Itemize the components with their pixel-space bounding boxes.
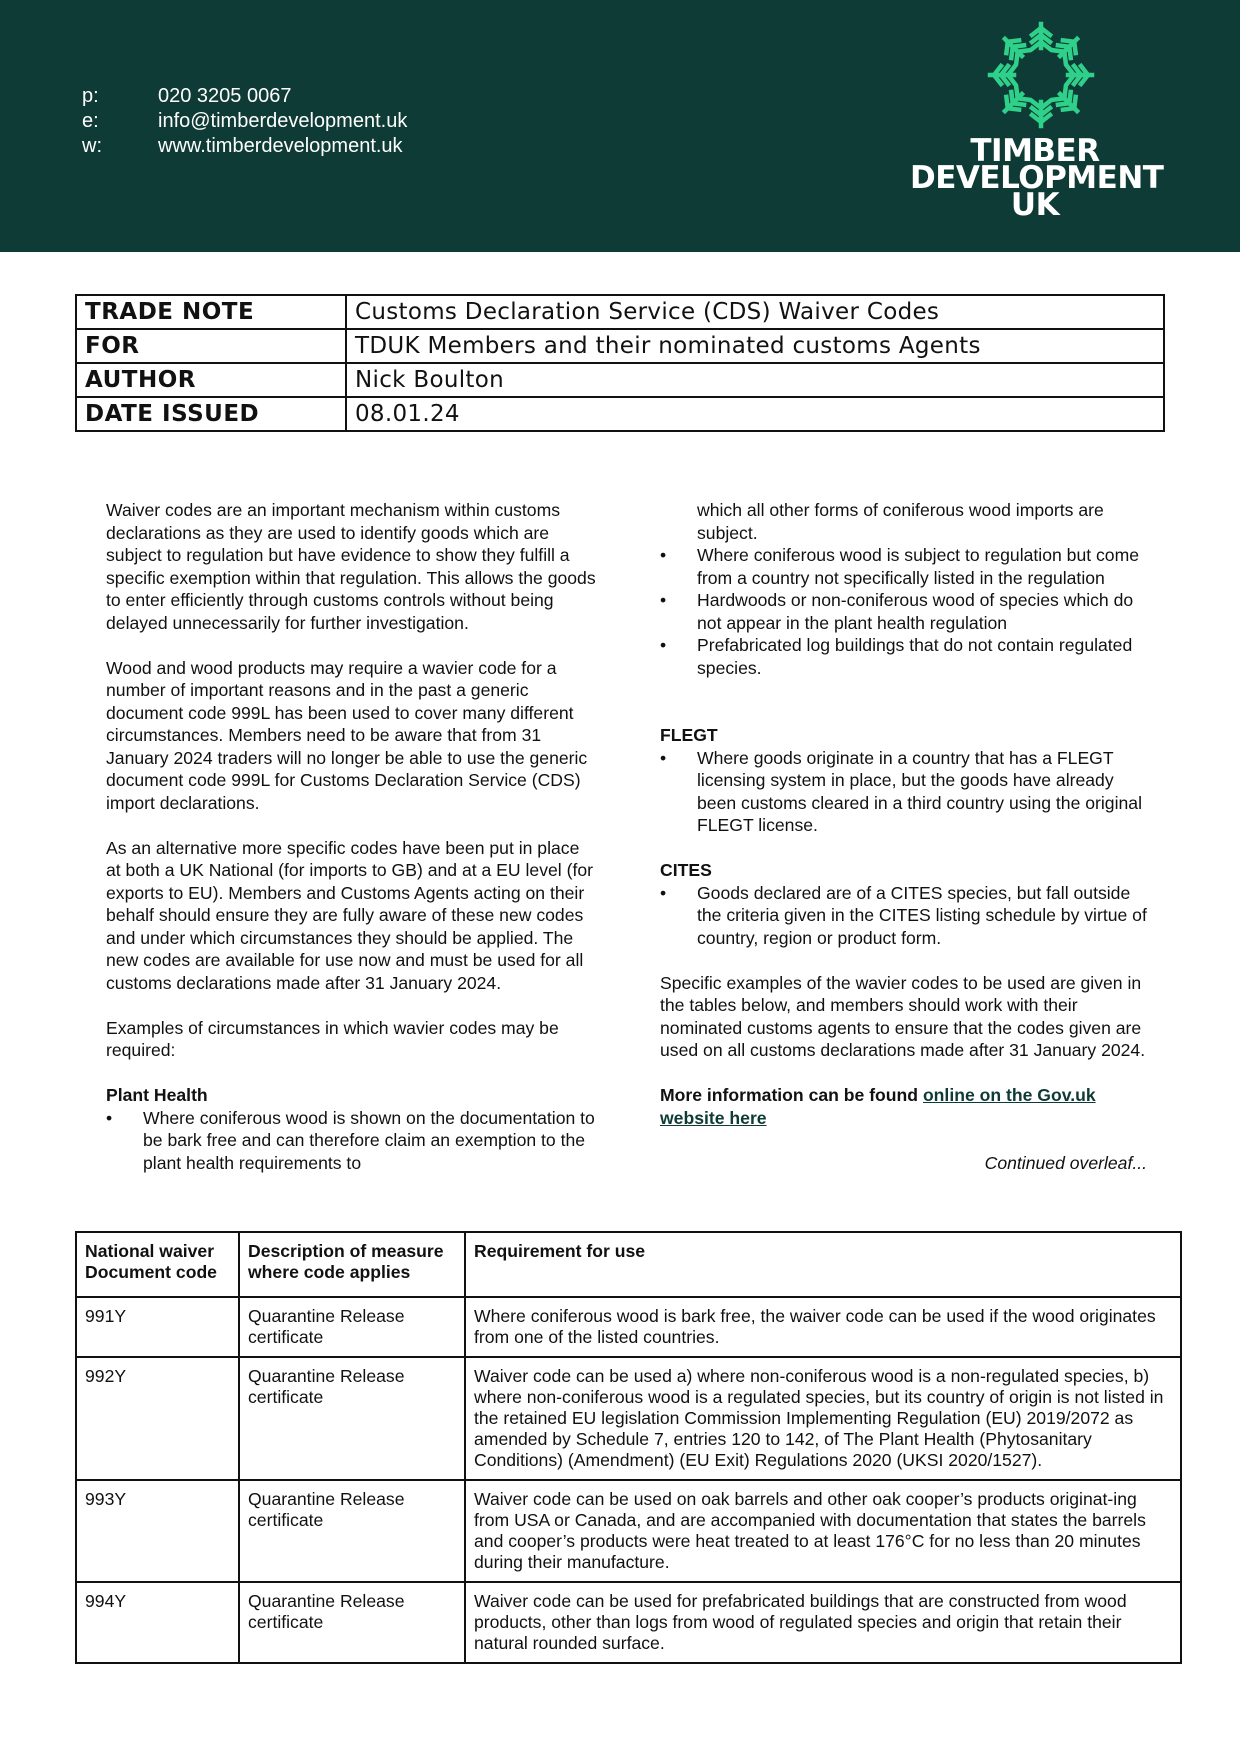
paragraph-999l: Wood and wood products may require a wavier code for a number of important reasons and in the past a generic document code 999L has been used to cover many different circumstances. Members need to be aware that from 31 January 2024 traders will no longer be able to use the generic document code 999L for Customs Declaration Service (CDS) import declarations. bbox=[106, 657, 588, 813]
cell-requirement: Waiver code can be used a) where non-coniferous wood is a non-regulated species, b) where non-coniferous wood is a regulated species, but its country of origin is not listed in the retained EU legislation Commission Implementing Regulation (EU) 2019/2072 as amended by Schedule 7, entries 120 to 142, of The Plant Health (Phytosanitary Conditions) (Amendment) (EU Exit) Regulations 2020 (UKSI 2020/1527). bbox=[465, 1357, 1181, 1480]
more-information-prefix: More information can be found bbox=[660, 1085, 923, 1105]
table-row bbox=[76, 1480, 1181, 1582]
info-value: 08.01.24 bbox=[346, 397, 1164, 431]
cell-code: 991Y bbox=[76, 1297, 239, 1357]
table-row bbox=[76, 1582, 1181, 1663]
trade-note-info-table bbox=[75, 294, 1165, 432]
info-row-for bbox=[76, 329, 1164, 363]
logo-line-1: TIMBER bbox=[970, 133, 1100, 169]
table-header-row bbox=[76, 1232, 1181, 1297]
cell-code: 994Y bbox=[76, 1582, 239, 1663]
plant-health-list bbox=[106, 1107, 596, 1175]
cell-code: 992Y bbox=[76, 1357, 239, 1480]
spacer bbox=[660, 679, 1156, 724]
column-header-requirement: Requirement for use bbox=[465, 1232, 1181, 1297]
contact-phone-value: 020 3205 0067 bbox=[158, 85, 292, 107]
list-item: • Where coniferous wood is subject to regulation but come from a country not specifically listed in the regulation bbox=[660, 544, 1156, 589]
column-header-description: Description of measure where code applies bbox=[239, 1232, 465, 1297]
list-item: • Prefabricated log buildings that do not contain regulated species. bbox=[660, 634, 1156, 679]
snowflake-ring-icon bbox=[986, 20, 1096, 130]
contact-web-label: w: bbox=[82, 135, 102, 157]
paragraph-intro: Waiver codes are an important mechanism within customs declarations as they are used to identify goods which are subject to regulation but have evidence to show they fulfill a specific exemption within that regulation. This allows the goods to enter efficiently through customs controls without being delayed unnecessarily for further investigation. bbox=[106, 500, 596, 633]
column-header-code: National waiver Document code bbox=[76, 1232, 239, 1297]
contact-email-value: info@timberdevelopment.uk bbox=[158, 110, 408, 132]
paragraph-examples: Examples of circumstances in which wavier codes may be required: bbox=[106, 1017, 559, 1060]
contact-details bbox=[82, 84, 407, 159]
list-item: • Hardwoods or non-coniferous wood of species which do not appear in the plant health regulation bbox=[660, 589, 1156, 634]
info-row-author bbox=[76, 363, 1164, 397]
waiver-codes-table bbox=[75, 1231, 1182, 1664]
info-value: TDUK Members and their nominated customs Agents bbox=[346, 329, 1164, 363]
heading-flegt: FLEGT bbox=[660, 725, 718, 745]
tduk-logo bbox=[910, 20, 1164, 230]
cell-code: 993Y bbox=[76, 1480, 239, 1582]
info-label: AUTHOR bbox=[76, 363, 346, 397]
paragraph-tables-intro: Specific examples of the wavier codes to be used are given in the tables below, and members should work with their nominated customs agents to ensure that the codes given are used on all customs declarations made after 31 January 2024. bbox=[660, 972, 1146, 1060]
contact-web-value: www.timberdevelopment.uk bbox=[158, 135, 403, 157]
heading-cites: CITES bbox=[660, 860, 712, 880]
contact-phone bbox=[82, 84, 407, 109]
cites-list bbox=[660, 882, 1156, 950]
contact-email bbox=[82, 109, 407, 134]
info-row-trade-note bbox=[76, 295, 1164, 329]
body-column-right bbox=[660, 499, 1156, 1197]
spacer bbox=[660, 837, 1156, 860]
paragraph-alternative-codes: As an alternative more specific codes have been put in place at both a UK National (for imports to GB) and at a EU level (for exports to EU). Members and Customs Agents acting on their behalf should ensure they are fully aware of these new codes and under which circumstances they should be applied. The new codes are available for use now and must be used for all customs declarations made after 31 January 2024. bbox=[106, 837, 593, 993]
info-value: Customs Declaration Service (CDS) Waiver Codes bbox=[346, 295, 1164, 329]
cell-requirement: Waiver code can be used on oak barrels and other oak cooper’s products originat-ing from USA or Canada, and are accompanied with documentation that states the barrels and cooper’s products were heat treated to at least 176°C for no less than 20 minutes during their manufacture. bbox=[465, 1480, 1181, 1582]
info-row-date bbox=[76, 397, 1164, 431]
continued-overleaf: Continued overleaf... bbox=[984, 1152, 1147, 1173]
logo-line-3: UK bbox=[1010, 187, 1060, 223]
cell-requirement: Waiver code can be used for prefabricated buildings that are constructed from wood products, other than logs from wood of regulated species and origin that retain their natural rounded surface. bbox=[465, 1582, 1181, 1663]
plant-health-continued: which all other forms of coniferous wood imports are subject. bbox=[697, 500, 1104, 543]
gov-uk-link[interactable]: online on the Gov.uk website here bbox=[660, 1085, 1096, 1128]
heading-plant-health: Plant Health bbox=[106, 1085, 208, 1105]
cell-description: Quarantine Release certificate bbox=[239, 1480, 465, 1582]
logo-line-2: DEVELOPMENT bbox=[910, 160, 1164, 196]
plant-health-list-continued bbox=[660, 544, 1156, 679]
table-row bbox=[76, 1357, 1181, 1480]
table-row bbox=[76, 1297, 1181, 1357]
page-header bbox=[0, 0, 1240, 252]
list-item: • Where coniferous wood is shown on the documentation to be bark free and can therefore claim an exemption to the plant health requirements to bbox=[106, 1107, 596, 1175]
list-item: • Where goods originate in a country that has a FLEGT licensing system in place, but the goods have already been customs cleared in a third country using the original FLEGT license. bbox=[660, 747, 1156, 837]
cell-description: Quarantine Release certificate bbox=[239, 1357, 465, 1480]
contact-email-label: e: bbox=[82, 110, 99, 132]
info-label: FOR bbox=[76, 329, 346, 363]
cell-description: Quarantine Release certificate bbox=[239, 1582, 465, 1663]
logo-wordmark bbox=[910, 133, 1164, 223]
info-label: DATE ISSUED bbox=[76, 397, 346, 431]
cell-requirement: Where coniferous wood is bark free, the waiver code can be used if the wood originates from one of the listed countries. bbox=[465, 1297, 1181, 1357]
flegt-list bbox=[660, 747, 1156, 837]
contact-phone-label: p: bbox=[82, 85, 99, 107]
contact-web bbox=[82, 134, 407, 159]
spacer bbox=[660, 949, 1156, 972]
body-column-left bbox=[106, 499, 596, 1174]
cell-description: Quarantine Release certificate bbox=[239, 1297, 465, 1357]
more-information bbox=[660, 1084, 1156, 1129]
info-value: Nick Boulton bbox=[346, 363, 1164, 397]
list-item: • Goods declared are of a CITES species, but fall outside the criteria given in the CITES listing schedule by virtue of country, region or product form. bbox=[660, 882, 1156, 950]
info-label: TRADE NOTE bbox=[76, 295, 346, 329]
